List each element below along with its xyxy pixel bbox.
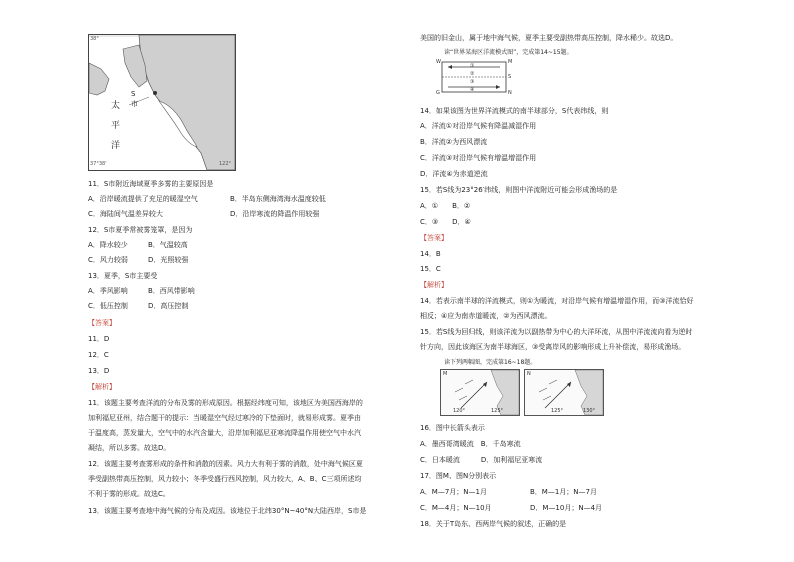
question-17: 17．图M、图N分别表示 bbox=[420, 472, 497, 480]
ocean-label-3: 洋 bbox=[111, 141, 121, 151]
explanation-line-1: 11．该题主要考查洋流的分布及雾的形成原因。根据经纬度可知，该地区为美国西海岸的 bbox=[88, 399, 363, 407]
current-schematic bbox=[434, 58, 514, 98]
explanation-line-5: 12．该题主要考查雾形成的条件和消散的因素。风力大有利于雾的消散，处中海气候区夏 bbox=[88, 460, 363, 468]
question-12: 12．S市夏季常被雾笼罩，是因为 bbox=[88, 226, 193, 234]
figure-n bbox=[524, 369, 604, 416]
question-16: 16．图中长箭头表示 bbox=[420, 424, 485, 432]
q15-options-ab: A．① B．② bbox=[420, 202, 471, 210]
answer-14: 14．B bbox=[420, 250, 441, 258]
land-west bbox=[89, 63, 109, 95]
lon-bottom-label: 122° bbox=[219, 161, 232, 167]
schem-label-g: G bbox=[436, 90, 440, 96]
coastal-map bbox=[88, 34, 236, 171]
schem-label-2: ② bbox=[470, 71, 475, 77]
analysis-heading-right: 【解析】 bbox=[420, 281, 448, 289]
lat-top-label: 38° bbox=[90, 36, 99, 42]
q14-option-d: D．洋流④为赤道逆流 bbox=[420, 170, 488, 178]
q14-option-b: B．洋流②为西风漂流 bbox=[420, 138, 488, 146]
answer-12: 12．C bbox=[88, 351, 109, 359]
city-label-1: S bbox=[131, 90, 136, 98]
explanation-line-6: 季受副热带高压控制，风力较小；冬季受盛行西风控制，风力较大，A、B、C三项所述均 bbox=[88, 475, 362, 483]
q12-option-a: A．降水较少 bbox=[88, 241, 128, 249]
explanation-line-2: 加利福尼亚州，结合题干的提示：当暖湿空气经过寒冷的下垫面时，就易形成雾。夏季由 bbox=[88, 414, 361, 422]
schem-label-w: W bbox=[436, 59, 441, 65]
q12-option-c: C．风力较弱 bbox=[88, 256, 128, 264]
q17-option-d: D．M—10月；N—4月 bbox=[530, 504, 603, 512]
q11-option-d: D．沿岸寒流的降温作用较强 bbox=[230, 210, 320, 218]
analysis-heading-left: 【解析】 bbox=[88, 383, 116, 391]
right-text-1: 美国的旧金山，属于地中海气候，夏季主要受副热带高压控制，降水稀少。故选D。 bbox=[420, 34, 678, 42]
city-label-2: 市 bbox=[131, 100, 138, 108]
q13-option-d: D．高压控制 bbox=[148, 302, 189, 310]
explanation-line-7: 不利于雾的形成。故选C。 bbox=[88, 490, 170, 498]
question-18: 18．关于T岛东、西两岸气候的叙述，正确的是 bbox=[420, 520, 567, 528]
explanation-line-8: 13．该题主要考查地中海气候的分布及成因。该地位于北纬30°N~40°N大陆西岸，S市是 bbox=[88, 507, 367, 515]
answer-heading-right: 【答案】 bbox=[420, 234, 448, 242]
city-dot bbox=[153, 91, 157, 95]
q16-options-ab: A．墨西哥湾暖流 B．千岛寒流 bbox=[420, 440, 521, 448]
figure-n-lon-2: 125° bbox=[551, 408, 564, 414]
question-13: 13．夏季，S市主要受 bbox=[88, 272, 158, 280]
explanation-line-4: 凝结，所以多雾。故选D。 bbox=[88, 444, 171, 452]
q12-option-b: B．气温较高 bbox=[148, 241, 188, 249]
schem-label-1: ① bbox=[470, 63, 475, 69]
right-explanation-3: 15．若S线为回归线，则该洋流为以副热带为中心的大洋环流，从图中洋流流向看为逆时 bbox=[420, 328, 693, 336]
lat-bottom-label: 37°38' bbox=[90, 161, 107, 167]
q16-options-cd: C．日本暖流 D．加利福尼亚寒流 bbox=[420, 456, 543, 464]
q12-option-d: D．光照较强 bbox=[148, 256, 189, 264]
figure-m-label: M bbox=[443, 371, 448, 377]
figure-n-lon-3: 130° bbox=[583, 408, 596, 414]
answer-11: 11．D bbox=[88, 335, 110, 343]
right-explanation-2: 相反；④应为南赤道暖流，②为西风漂流。 bbox=[420, 312, 552, 320]
q11-option-a: A．沿岸暖流提供了充足的暖湿空气 bbox=[88, 195, 198, 203]
q13-option-c: C．低压控制 bbox=[88, 302, 128, 310]
explanation-line-3: 于温度高，蒸发量大，空气中的水汽含量大，沿岸加利福尼亚寒流降温作用使空气中水汽 bbox=[88, 429, 361, 437]
figure-m bbox=[440, 369, 520, 416]
q11-option-c: C．海陆间气温差异较大 bbox=[88, 210, 163, 218]
ocean-label-1: 太 bbox=[111, 101, 121, 111]
figure-m-lon-2: 125° bbox=[491, 408, 504, 414]
question-14: 14．如果该图为世界洋流模式的南半球部分，S代表纬线，则 bbox=[420, 107, 609, 115]
land-east bbox=[139, 35, 235, 170]
ocean-label-2: 平 bbox=[111, 121, 121, 131]
figure-m-lon-1: 120° bbox=[453, 408, 466, 414]
right-explanation-4: 针方向，因此该海区为南半球海区，③受离岸风的影响形成上升补偿流，易形成渔场。 bbox=[420, 343, 686, 351]
schem-label-n: N bbox=[508, 90, 512, 96]
answer-13: 13．D bbox=[88, 367, 110, 375]
q14-option-c: C．洋流③对沿岸气候有增温增湿作用 bbox=[420, 154, 537, 162]
q15-options-cd: C．③ D．④ bbox=[420, 218, 471, 226]
q14-option-a: A．洋流①对沿岸气候有降温减湿作用 bbox=[420, 122, 537, 130]
q13-option-a: A．季风影响 bbox=[88, 287, 128, 295]
q17-option-c: C．M—4月；N—10月 bbox=[420, 504, 492, 512]
right-explanation-1: 14．若表示南半球的洋流模式，则①为暖流，对沿岸气候有增温增湿作用，而③洋流恰好 bbox=[420, 297, 694, 305]
schem-label-s: S bbox=[508, 74, 512, 80]
question-15: 15．若S线为23°26′纬线，则图中洋流附近可能会形成渔场的是 bbox=[420, 186, 618, 194]
answer-heading-left: 【答案】 bbox=[88, 319, 116, 327]
answer-15: 15．C bbox=[420, 265, 441, 273]
schem-label-4: ④ bbox=[470, 87, 475, 93]
q17-option-b: B．M—1月；N—7月 bbox=[530, 488, 597, 496]
figure-n-label: N bbox=[527, 371, 531, 377]
q17-option-a: A．M—7月；N—1月 bbox=[420, 488, 487, 496]
question-11: 11．S市附近海域夏季多雾的主要原因是 bbox=[88, 180, 214, 188]
q13-option-b: B．西风带影响 bbox=[148, 287, 195, 295]
schem-label-m: M bbox=[508, 59, 513, 65]
q11-option-b: B．半岛东侧海湾海水温度较低 bbox=[230, 195, 326, 203]
right-text-2: 读“世界某海区洋流模式图”，完成第14~15题。 bbox=[444, 49, 573, 56]
right-text-3: 读下列两幅图，完成第16~18题。 bbox=[444, 359, 537, 366]
schem-label-3: ③ bbox=[470, 79, 475, 85]
